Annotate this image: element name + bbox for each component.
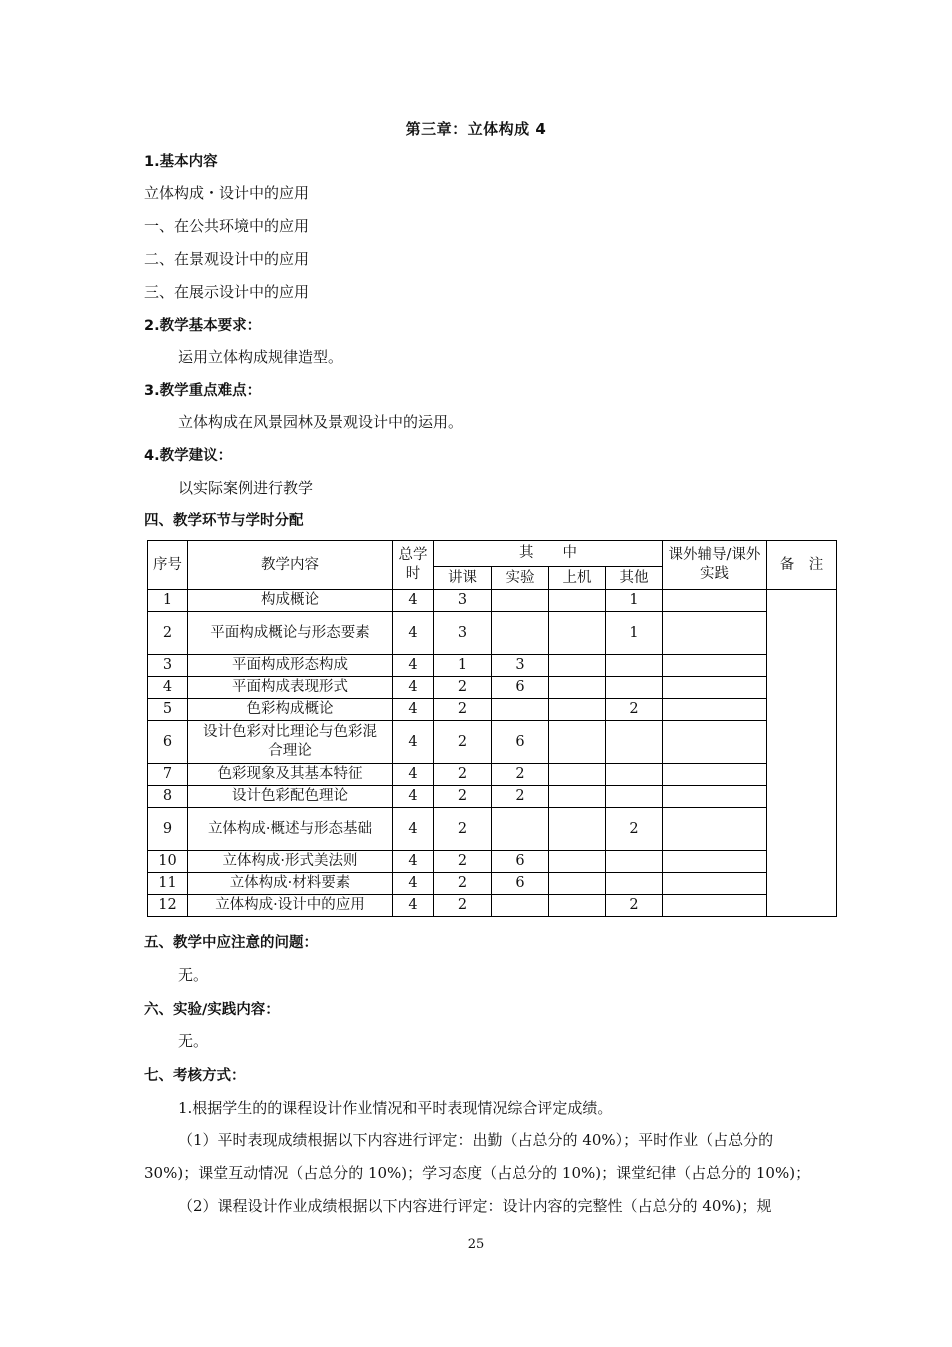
section-4-text: 以实际案例进行教学	[178, 479, 314, 497]
cell-other	[606, 786, 663, 808]
content-line: 三、在展示设计中的应用	[144, 283, 310, 301]
cell-experiment: 2	[492, 764, 549, 786]
cell-lecture: 2	[434, 699, 492, 721]
cell-total: 4	[393, 786, 434, 808]
cell-content: 平面构成形态构成	[188, 655, 393, 677]
cell-other: 2	[606, 699, 663, 721]
cell-content: 色彩现象及其基本特征	[188, 764, 393, 786]
cell-extra	[663, 873, 767, 895]
cell-content: 平面构成表现形式	[188, 677, 393, 699]
cell-extra	[663, 764, 767, 786]
cell-other: 1	[606, 590, 663, 612]
section-seven-heading: 七、考核方式：	[144, 1068, 246, 1084]
cell-other: 2	[606, 895, 663, 917]
table-row	[148, 851, 837, 873]
cell-experiment: 6	[492, 873, 549, 895]
cell-total: 4	[393, 590, 434, 612]
content-line: 二、在景观设计中的应用	[144, 250, 310, 268]
cell-extra	[663, 808, 767, 851]
cell-computer	[549, 764, 606, 786]
cell-extra	[663, 612, 767, 655]
cell-other	[606, 764, 663, 786]
section-4-heading: 4.教学建议：	[144, 448, 233, 464]
section-3-text: 立体构成在风景园林及景观设计中的运用。	[178, 413, 464, 431]
header-computer: 上机	[549, 567, 606, 590]
assessment-paragraph-3: （2）课程设计作业成绩根据以下内容进行评定：设计内容的完整性（占总分的 40%)；规	[178, 1197, 772, 1215]
table-row	[148, 655, 837, 677]
cell-seq: 11	[148, 873, 188, 895]
cell-computer	[549, 677, 606, 699]
assessment-paragraph-1: 1.根据学生的的课程设计作业情况和平时表现情况综合评定成绩。	[178, 1099, 613, 1117]
cell-other	[606, 677, 663, 699]
cell-seq: 6	[148, 721, 188, 764]
cell-seq: 3	[148, 655, 188, 677]
table-row	[148, 764, 837, 786]
table-row	[148, 873, 837, 895]
cell-computer	[549, 873, 606, 895]
cell-lecture: 2	[434, 721, 492, 764]
header-extra: 课外辅导/课外实践	[663, 541, 767, 590]
cell-content: 色彩构成概论	[188, 699, 393, 721]
cell-experiment: 6	[492, 851, 549, 873]
cell-content: 立体构成·形式美法则	[188, 851, 393, 873]
cell-computer	[549, 590, 606, 612]
cell-extra	[663, 786, 767, 808]
cell-computer	[549, 851, 606, 873]
section-3-heading: 3.教学重点难点：	[144, 383, 262, 399]
cell-seq: 1	[148, 590, 188, 612]
cell-computer	[549, 895, 606, 917]
cell-lecture: 2	[434, 764, 492, 786]
cell-extra	[663, 677, 767, 699]
cell-experiment	[492, 895, 549, 917]
cell-experiment: 6	[492, 677, 549, 699]
teaching-hours-table	[147, 540, 837, 917]
header-other: 其他	[606, 567, 663, 590]
cell-computer	[549, 655, 606, 677]
header-seq: 序号	[148, 541, 188, 590]
table-row	[148, 808, 837, 851]
cell-extra	[663, 895, 767, 917]
table-row	[148, 786, 837, 808]
cell-experiment: 3	[492, 655, 549, 677]
header-content: 教学内容	[188, 541, 393, 590]
cell-total: 4	[393, 764, 434, 786]
section-five-text: 无。	[178, 966, 209, 984]
cell-extra	[663, 655, 767, 677]
cell-other	[606, 851, 663, 873]
cell-content: 立体构成·设计中的应用	[188, 895, 393, 917]
section-2-text: 运用立体构成规律造型。	[178, 348, 344, 366]
table-row	[148, 721, 837, 764]
cell-content: 平面构成概论与形态要素	[188, 612, 393, 655]
content-line: 一、在公共环境中的应用	[144, 217, 310, 235]
cell-extra	[663, 851, 767, 873]
cell-experiment	[492, 612, 549, 655]
section-four-heading: 四、教学环节与学时分配	[144, 513, 304, 529]
header-experiment: 实验	[492, 567, 549, 590]
cell-computer	[549, 699, 606, 721]
header-remark: 备 注	[767, 541, 837, 590]
cell-extra	[663, 721, 767, 764]
section-2-heading: 2.教学基本要求：	[144, 318, 262, 334]
page-number: 25	[467, 1237, 485, 1252]
cell-experiment	[492, 590, 549, 612]
cell-total: 4	[393, 721, 434, 764]
cell-lecture: 2	[434, 786, 492, 808]
table-row	[148, 895, 837, 917]
cell-computer	[549, 786, 606, 808]
cell-total: 4	[393, 655, 434, 677]
cell-lecture: 1	[434, 655, 492, 677]
section-five-heading: 五、教学中应注意的问题：	[144, 935, 318, 951]
cell-total: 4	[393, 808, 434, 851]
cell-remark	[767, 590, 837, 917]
cell-lecture: 2	[434, 677, 492, 699]
cell-experiment: 2	[492, 786, 549, 808]
chapter-title: 第三章：立体构成 4	[405, 120, 547, 138]
cell-seq: 2	[148, 612, 188, 655]
table-row	[148, 699, 837, 721]
cell-content: 立体构成·概述与形态基础	[188, 808, 393, 851]
cell-computer	[549, 721, 606, 764]
cell-lecture: 2	[434, 873, 492, 895]
cell-total: 4	[393, 699, 434, 721]
cell-seq: 8	[148, 786, 188, 808]
cell-lecture: 2	[434, 851, 492, 873]
cell-lecture: 2	[434, 895, 492, 917]
cell-computer	[549, 612, 606, 655]
cell-seq: 4	[148, 677, 188, 699]
header-among: 其 中	[434, 541, 663, 567]
cell-experiment	[492, 808, 549, 851]
cell-other	[606, 721, 663, 764]
cell-total: 4	[393, 677, 434, 699]
section-1-heading: 1.基本内容	[144, 154, 218, 170]
cell-total: 4	[393, 612, 434, 655]
cell-lecture: 2	[434, 808, 492, 851]
table-row	[148, 590, 837, 612]
cell-total: 4	[393, 851, 434, 873]
cell-lecture: 3	[434, 612, 492, 655]
cell-other	[606, 873, 663, 895]
section-six-text: 无。	[178, 1032, 209, 1050]
table-row	[148, 612, 837, 655]
cell-experiment: 6	[492, 721, 549, 764]
content-line: 立体构成・设计中的应用	[144, 184, 310, 202]
cell-other: 2	[606, 808, 663, 851]
cell-other	[606, 655, 663, 677]
cell-seq: 5	[148, 699, 188, 721]
cell-experiment	[492, 699, 549, 721]
header-lecture: 讲课	[434, 567, 492, 590]
section-six-heading: 六、实验/实践内容：	[144, 1002, 280, 1018]
cell-extra	[663, 699, 767, 721]
cell-seq: 7	[148, 764, 188, 786]
table-header-row	[148, 541, 837, 567]
cell-content: 立体构成·材料要素	[188, 873, 393, 895]
cell-seq: 10	[148, 851, 188, 873]
cell-total: 4	[393, 873, 434, 895]
cell-content: 构成概论	[188, 590, 393, 612]
assessment-paragraph-2a: （1）平时表现成绩根据以下内容进行评定：出勤（占总分的 40%）；平时作业（占总分的	[178, 1131, 774, 1149]
cell-other: 1	[606, 612, 663, 655]
cell-total: 4	[393, 895, 434, 917]
header-total: 总学时	[393, 541, 434, 590]
cell-seq: 12	[148, 895, 188, 917]
cell-lecture: 3	[434, 590, 492, 612]
table-row	[148, 677, 837, 699]
cell-computer	[549, 808, 606, 851]
cell-content: 设计色彩对比理论与色彩混合理论	[188, 721, 393, 764]
cell-extra	[663, 590, 767, 612]
cell-content: 设计色彩配色理论	[188, 786, 393, 808]
cell-seq: 9	[148, 808, 188, 851]
assessment-paragraph-2b: 30%)；课堂互动情况（占总分的 10%)；学习态度（占总分的 10%)；课堂纪律（占总分的 10%)；	[144, 1164, 811, 1182]
